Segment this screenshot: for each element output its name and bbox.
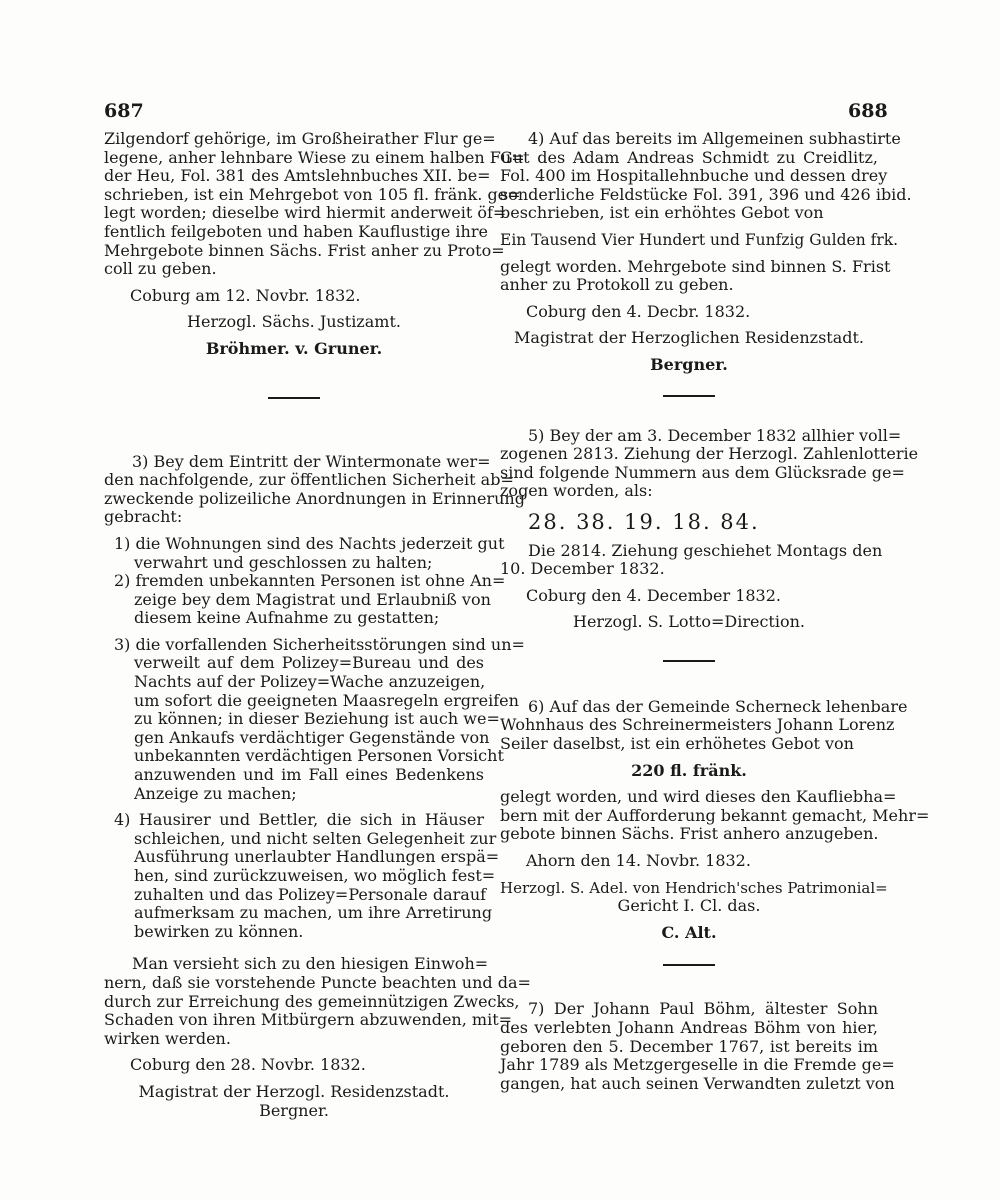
text-line: hen, sind zurückzuweisen, wo möglich fest= (134, 866, 496, 885)
text-line: zogen worden, als: (500, 481, 653, 501)
text-line: 4) Hausirer und Bettler, die sich in Häuser (114, 810, 484, 830)
notice-6 (500, 696, 930, 943)
text-line: zuhalten und das Polizey=Personale darauf (134, 884, 487, 904)
text-line: diesem keine Aufnahme zu gestatten; (134, 608, 440, 628)
notice-date: Coburg den 28. Novbr. 1832. (130, 1055, 366, 1075)
notice-date: Coburg den 4. Decbr. 1832. (526, 301, 751, 321)
notice-date: Coburg am 12. Novbr. 1832. (130, 285, 361, 305)
page-number-right: 688 (848, 100, 888, 122)
list-item (104, 634, 525, 803)
text-line: 6) Auf das der Gemeinde Scherneck lehenbare (528, 696, 908, 716)
text-line: bern mit der Aufforderung bekannt gemacht, Mehr= (500, 805, 930, 825)
notice-4 (500, 129, 912, 375)
section-divider (663, 964, 715, 966)
notice-signature: Bergner. (259, 1100, 329, 1120)
text-line: zweckende polizeiliche Anordnungen in Erinnerung (104, 488, 525, 508)
text-line: Wohnhaus des Schreinermeisters Johann Lorenz (500, 715, 895, 735)
section-divider (663, 395, 715, 397)
text-line: gebracht: (104, 507, 183, 527)
text-line: Seiler daselbst, ist ein erhöhetes Gebot von (500, 734, 854, 754)
notice-date: Ahorn den 14. Novbr. 1832. (526, 851, 751, 871)
text-line: gelegt worden, und wird dieses den Kaufliebha= (500, 787, 897, 807)
text-line: der Heu, Fol. 381 des Amtslehnbuches XII. be= (104, 166, 491, 186)
bid-amount: Ein Tausend Vier Hundert und Funfzig Gulden frk. (500, 230, 899, 249)
list-item (104, 571, 506, 628)
section-divider (663, 660, 715, 662)
lottery-numbers: 28. 38. 19. 18. 84. (528, 509, 760, 534)
text-line: 3) Bey dem Eintritt der Wintermonate wer= (132, 451, 491, 471)
text-line: Schaden von ihren Mitbürgern abzuwenden, mit= (104, 1010, 513, 1030)
left-column (104, 129, 531, 1120)
notice-3 (104, 451, 531, 1121)
text-line: des verlebten Johann Andreas Böhm von hier, (500, 1018, 878, 1037)
text-line: gebote binnen Sächs. Frist anhero anzugeben. (500, 824, 879, 844)
text-line: Fol. 400 im Hospitallehnbuche und dessen drey (500, 166, 888, 186)
text-line: 4) Auf das bereits im Allgemeinen subhastirte (528, 129, 901, 148)
text-line: zeige bey dem Magistrat und Erlaubniß von (134, 589, 491, 609)
text-line: sonderliche Feldstücke Fol. 391, 396 und 426 ibid. (500, 184, 912, 204)
text-line: gen Ankaufs verdächtiger Gegenstände von (134, 727, 490, 747)
section-divider (268, 397, 320, 399)
text-line: coll zu geben. (104, 259, 217, 279)
notice-authority: Magistrat der Herzoglichen Residenzstadt. (513, 328, 865, 348)
notice-authority: Herzogl. Sächs. Justizamt. (187, 312, 401, 332)
text-line: schrieben, ist ein Mehrgebot von 105 fl. fränk. ge= (104, 184, 521, 204)
notice-signature: C. Alt. (661, 922, 717, 942)
text-line: anher zu Protokoll zu geben. (500, 275, 734, 295)
notice-authority: Gericht I. Cl. das. (617, 896, 761, 916)
text-line: legt worden; dieselbe wird hiermit anderweit öf= (104, 203, 507, 223)
bid-amount: 220 fl. fränk. (631, 760, 747, 780)
text-line: um sofort die geeigneten Maasregeln ergreifen (134, 690, 519, 710)
text-line: verwahrt und geschlossen zu halten; (134, 552, 433, 572)
text-line: wirken werden. (104, 1028, 231, 1048)
notice-signature: Bergner. (650, 354, 728, 374)
text-line: beschrieben, ist ein erhöhtes Gebot von (500, 203, 824, 223)
text-line: anzuwenden und im Fall eines Bedenkens (134, 765, 484, 785)
text-line: den nachfolgende, zur öffentlichen Sicherheit ab= (104, 470, 514, 490)
text-line: verweilt auf dem Polizey=Bureau und des (134, 653, 484, 673)
text-line: Ausführung unerlaubter Handlungen erspä= (134, 847, 500, 867)
text-line: 2) fremden unbekannten Personen ist ohne An= (114, 571, 506, 591)
text-line: Man versieht sich zu den hiesigen Einwoh= (132, 954, 489, 974)
notice-date: Coburg den 4. December 1832. (526, 585, 781, 605)
list-item (104, 533, 505, 572)
text-line: 3) die vorfallenden Sicherheitsstörungen sind un= (114, 634, 525, 654)
text-line: legene, anher lehnbare Wiese zu einem halben Fu= (104, 147, 525, 167)
notice-authority: Herzogl. S. Adel. von Hendrich'sches Patrimonial= (500, 878, 888, 897)
notice-1 (104, 129, 525, 359)
notice-5 (500, 425, 919, 632)
text-line: durch zur Erreichung des gemeinnützigen Zwecks, (104, 991, 520, 1011)
text-line: Zilgendorf gehörige, im Großheirather Flur ge= (104, 129, 496, 148)
text-line: sind folgende Nummern aus dem Glücksrade ge= (500, 462, 905, 482)
text-line: aufmerksam zu machen, um ihre Arretirung (134, 903, 493, 923)
list-item (104, 810, 500, 941)
text-line: 10. December 1832. (500, 559, 665, 579)
notice-7 (500, 999, 895, 1093)
text-line: zogenen 2813. Ziehung der Herzogl. Zahlenlotterie (500, 444, 919, 464)
text-line: gelegt worden. Mehrgebote sind binnen S. Frist (500, 256, 891, 276)
text-line: fentlich feilgeboten und haben Kauflustige ihre (104, 221, 488, 241)
text-line: bewirken zu können. (134, 921, 304, 941)
text-line: 1) die Wohnungen sind des Nachts jederzeit gut (114, 533, 505, 553)
text-line: Nachts auf der Polizey=Wache anzuzeigen, (134, 672, 486, 692)
text-line: geboren den 5. December 1767, ist bereits im (500, 1036, 878, 1056)
notice-authority: Herzogl. S. Lotto=Direction. (573, 612, 805, 632)
right-column (500, 129, 930, 1093)
text-line: nern, daß sie vorstehende Puncte beachten und da= (104, 972, 531, 992)
text-line: Die 2814. Ziehung geschiehet Montags den (528, 540, 883, 560)
text-line: Gut des Adam Andreas Schmidt zu Creidlitz, (500, 147, 878, 167)
page-number-left: 687 (104, 100, 144, 122)
notice-authority: Magistrat der Herzogl. Residenzstadt. (138, 1081, 450, 1101)
text-line: 5) Bey der am 3. December 1832 allhier voll= (528, 425, 902, 445)
notice-signature: Bröhmer. v. Gruner. (205, 338, 383, 358)
text-line: zu können; in dieser Beziehung ist auch we= (134, 709, 500, 729)
text-line: 7) Der Johann Paul Böhm, ältester Sohn (528, 999, 878, 1019)
text-line: gangen, hat auch seinen Verwandten zuletzt von (500, 1073, 895, 1093)
text-line: unbekannten verdächtigen Personen Vorsicht (134, 746, 504, 766)
text-line: schleichen, und nicht selten Gelegenheit zur (134, 828, 497, 848)
text-line: Mehrgebote binnen Sächs. Frist anher zu Proto= (104, 240, 505, 260)
text-line: Jahr 1789 als Metzgergeselle in die Fremde ge= (500, 1055, 895, 1075)
text-line: Anzeige zu machen; (134, 783, 297, 803)
